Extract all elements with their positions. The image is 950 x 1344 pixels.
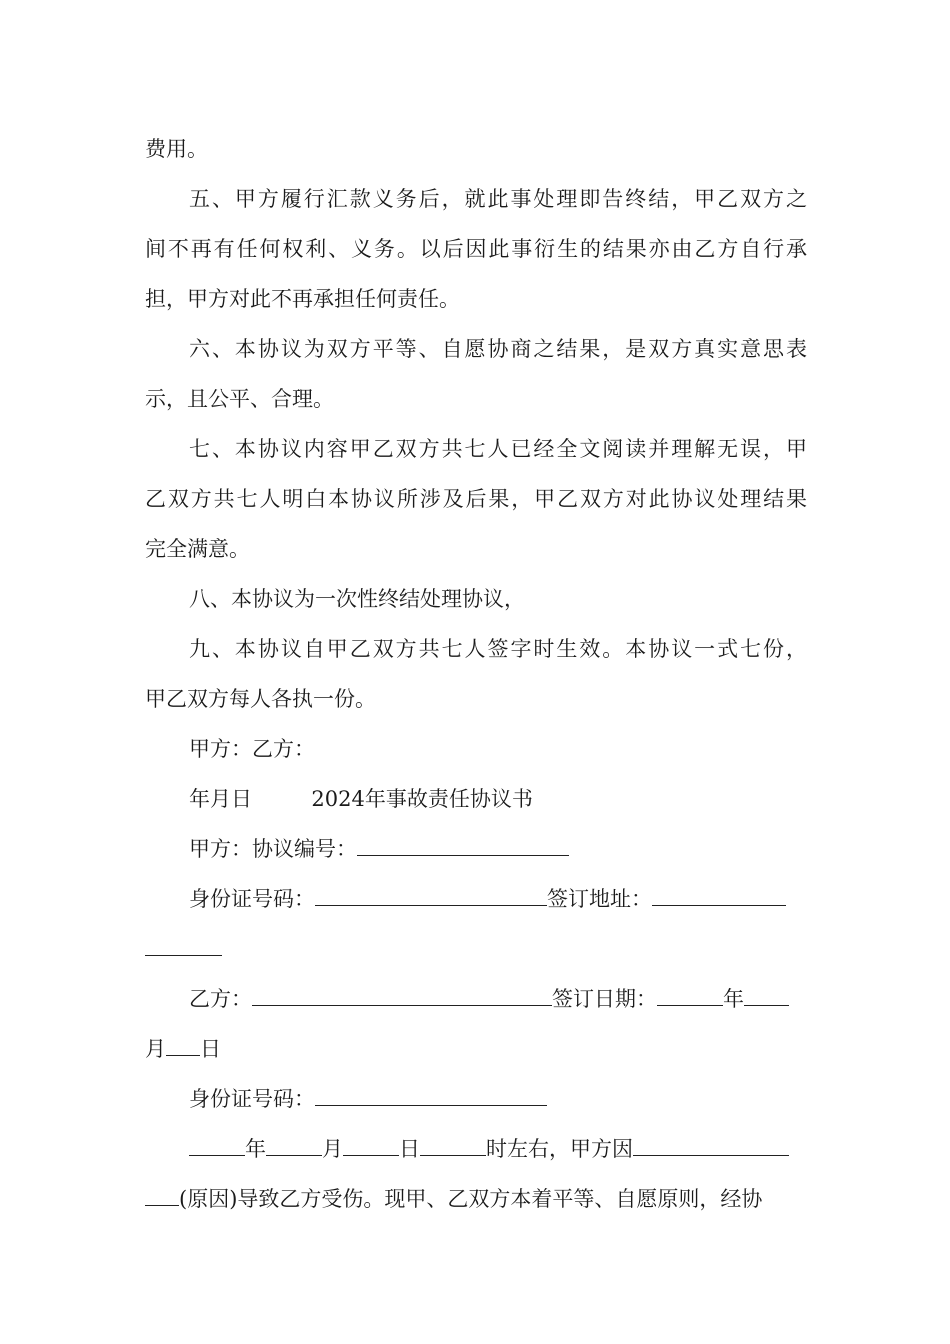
- sign-address-blank: [652, 889, 786, 906]
- clause-7-line-2: 乙双方共七人明白本协议所涉及后果，甲乙双方对此协议处理结果: [145, 487, 807, 511]
- day-blank: [166, 1039, 200, 1056]
- clause-9-line-1: 九、本协议自甲乙双方共七人签字时生效。本协议一式七份，: [189, 637, 807, 661]
- id-address-line: [145, 874, 807, 924]
- sign-address-blank-continued: [145, 939, 222, 956]
- incident-reason-label: 时左右，甲方因: [486, 1137, 633, 1161]
- clause-6-line-1: 六、本协议为双方平等、自愿协商之结果，是双方真实意思表: [189, 337, 807, 361]
- clause-7-line-3: 完全满意。: [145, 537, 250, 561]
- incident-reason-blank: [633, 1139, 789, 1156]
- sign-address-label: 签订地址：: [547, 887, 652, 911]
- month-blank: [744, 989, 789, 1006]
- address-continued-line: [145, 924, 807, 974]
- sign-date-label: 签订日期：: [552, 987, 657, 1011]
- clause-5-line-2: 间不再有任何权利、义务。以后因此事衍生的结果亦由乙方自行承: [145, 237, 807, 261]
- incident-reason-blank-continued: [145, 1189, 179, 1206]
- incident-cause-line: [145, 1174, 807, 1224]
- party-b-label: 乙方：: [189, 987, 252, 1011]
- clause-5-line-3: 担，甲方对此不再承担任何责任。: [145, 287, 460, 311]
- agreement-title: 2024年事故责任协议书: [311, 787, 533, 811]
- incident-day-blank: [343, 1139, 399, 1156]
- document-page: [145, 124, 807, 1224]
- month-label: 月: [145, 1037, 166, 1061]
- party-b-date-line: [145, 974, 807, 1024]
- party-a-number-line: [145, 824, 807, 874]
- party-b-blank: [252, 989, 552, 1006]
- party-b-id-line: [145, 1074, 807, 1124]
- id-number-blank: [315, 889, 547, 906]
- text-line: 费用。: [145, 137, 208, 161]
- party-b-id-label: 身份证号码：: [189, 1087, 315, 1111]
- signature-parties-line: 甲方：乙方：: [189, 737, 315, 761]
- year-label: 年: [723, 987, 744, 1011]
- id-number-label: 身份证号码：: [189, 887, 315, 911]
- incident-time-line: [145, 1124, 807, 1174]
- date-title-line: [145, 774, 807, 824]
- year-blank: [657, 989, 723, 1006]
- month-day-line: [145, 1024, 807, 1074]
- clause-5-line-1: 五、甲方履行汇款义务后，就此事处理即告终结，甲乙双方之: [189, 187, 807, 211]
- incident-cause-text: (原因)导致乙方受伤。现甲、乙双方本着平等、自愿原则，经协: [179, 1187, 763, 1211]
- agreement-number-blank: [357, 839, 569, 856]
- date-label: 年月日: [189, 787, 252, 811]
- day-label: 日: [200, 1037, 221, 1061]
- incident-hour-blank: [420, 1139, 486, 1156]
- party-a-number-label: 甲方：协议编号：: [189, 837, 357, 861]
- party-b-id-blank: [315, 1089, 547, 1106]
- clause-7-line-1: 七、本协议内容甲乙双方共七人已经全文阅读并理解无误，甲: [189, 437, 807, 461]
- incident-month-label: 月: [322, 1137, 343, 1161]
- clause-6-line-2: 示，且公平、合理。: [145, 387, 334, 411]
- incident-day-label: 日: [399, 1137, 420, 1161]
- clause-9-line-2: 甲乙双方每人各执一份。: [145, 687, 376, 711]
- incident-year-label: 年: [245, 1137, 266, 1161]
- incident-month-blank: [266, 1139, 322, 1156]
- clause-8-line-1: 八、本协议为一次性终结处理协议，: [189, 587, 525, 611]
- incident-year-blank: [189, 1139, 245, 1156]
